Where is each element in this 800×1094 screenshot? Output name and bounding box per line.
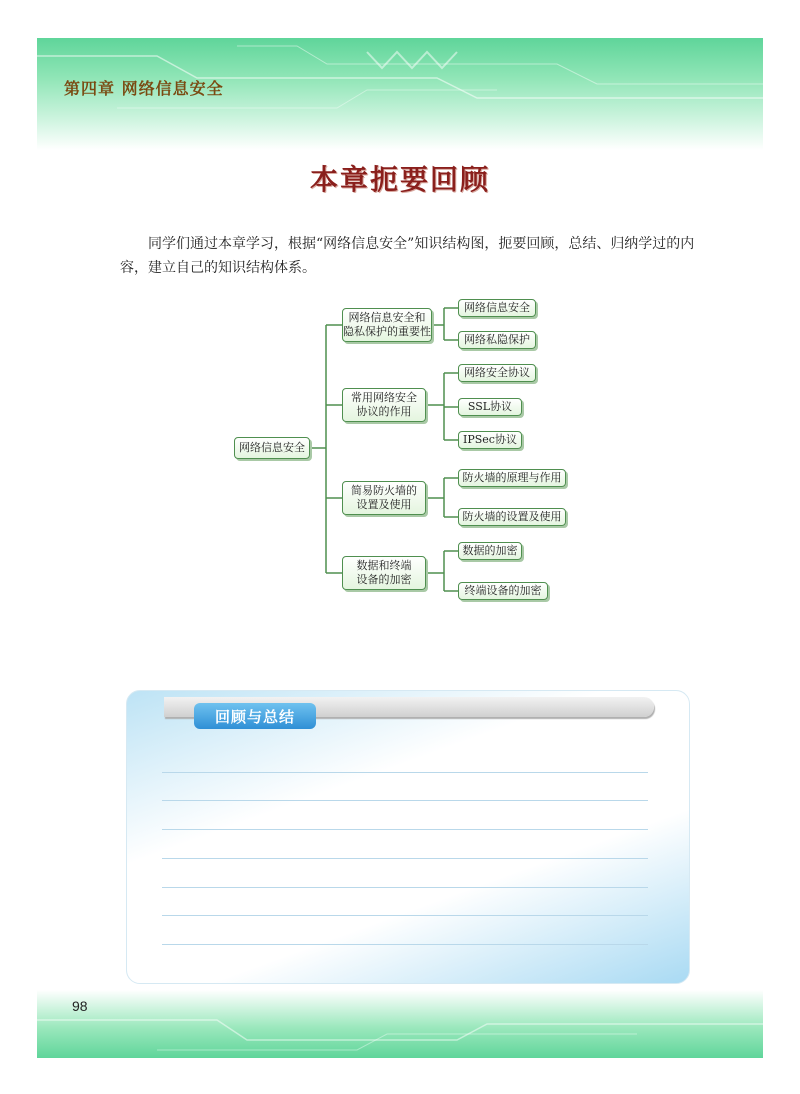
intro-paragraph: 同学们通过本章学习，根据“网络信息安全”知识结构图，扼要回顾，总结、归纳学过的内容，建立自己的知识结构体系。 xyxy=(120,236,695,276)
branch-line: 网络信息安全和 xyxy=(348,311,426,324)
branch-line: 常用网络安全 xyxy=(351,391,417,404)
chapter-heading: 第四章 网络信息安全 xyxy=(64,79,224,98)
circuit-decoration xyxy=(37,990,763,1058)
branch-line: 设置及使用 xyxy=(356,498,412,511)
mindmap-leaf: 网络安全协议 xyxy=(458,364,536,382)
knowledge-structure-map xyxy=(230,295,580,615)
branch-line: 设备的加密 xyxy=(356,573,412,586)
mindmap-leaf: 终端设备的加密 xyxy=(458,582,548,600)
writing-line xyxy=(162,887,648,888)
mindmap-root: 网络信息安全 xyxy=(234,437,310,459)
page-number: 98 xyxy=(72,998,88,1014)
mindmap-branch xyxy=(342,388,426,422)
mindmap-leaf: 网络私隐保护 xyxy=(458,331,536,349)
page-title: 本章扼要回顾 xyxy=(309,163,490,196)
branch-line: 数据和终端 xyxy=(356,559,412,572)
writing-line xyxy=(162,829,648,830)
branch-line: 协议的作用 xyxy=(356,405,412,418)
mindmap-branch xyxy=(342,481,426,515)
writing-line xyxy=(162,944,648,945)
mindmap-leaf: 防火墙的原理与作用 xyxy=(458,469,566,487)
mindmap-leaf: 网络信息安全 xyxy=(458,299,536,317)
mindmap-branch xyxy=(342,308,432,342)
branch-line: 隐私保护的重要性 xyxy=(343,325,431,338)
mindmap-leaf: 防火墙的设置及使用 xyxy=(458,508,566,526)
mindmap-leaf: IPSec协议 xyxy=(458,431,522,449)
mindmap-leaf: 数据的加密 xyxy=(458,542,522,560)
footer-band xyxy=(37,990,763,1058)
writing-line xyxy=(162,915,648,916)
writing-line xyxy=(162,858,648,859)
mindmap-leaf: SSL协议 xyxy=(458,398,522,416)
writing-line xyxy=(162,800,648,801)
branch-line: 简易防火墙的 xyxy=(351,484,417,497)
review-tab-label: 回顾与总结 xyxy=(194,703,316,729)
review-summary-box xyxy=(126,690,690,984)
writing-line xyxy=(162,772,648,773)
mindmap-branch xyxy=(342,556,426,590)
